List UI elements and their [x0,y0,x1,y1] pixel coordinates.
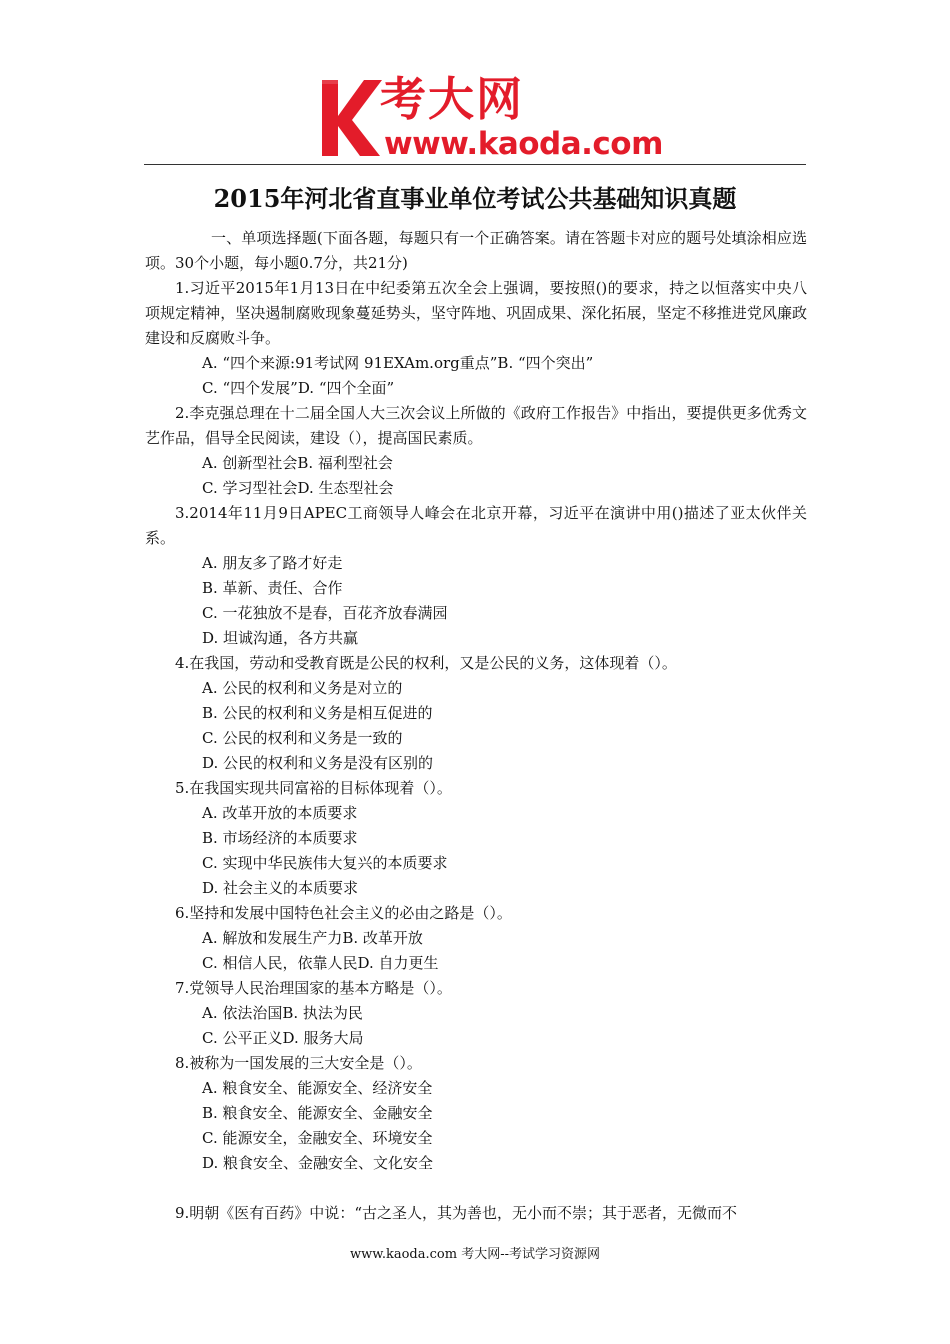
question-option: B. 公民的权利和义务是相互促进的 [202,704,433,722]
question [145,776,807,901]
k-logo-icon [318,72,388,158]
question [145,901,807,976]
logo-brand-text: 考大网 [380,72,524,126]
question-option: D. 公民的权利和义务是没有区别的 [202,754,434,772]
section-intro: 一、单项选择题(下面各题，每题只有一个正确答案。请在答题卡对应的题号处填涂相应选项。30个小题，每小题0.7分，共21分) [145,229,807,272]
question-option: A. 朋友多了路才好走 [202,554,343,572]
page-title: 2015年河北省直事业单位考试公共基础知识真题 [213,184,737,213]
question-stem: 3.2014年11月9日APEC工商领导人峰会在北京开幕，习近平在演讲中用()描述了亚太伙伴关系。 [145,504,807,547]
question-option: C. 学习型社会D. 生态型社会 [202,479,394,497]
question-stem: 2.李克强总理在十二届全国人大三次会议上所做的《政府工作报告》中指出，要提供更多优秀文艺作品，倡导全民阅读，建设（），提高国民素质。 [145,404,807,447]
question-option: C. 能源安全，金融安全、环境安全 [202,1129,433,1147]
question-option: C. “四个发展”D. “四个全面” [202,379,395,397]
question-option: D. 社会主义的本质要求 [202,879,359,897]
question-stem: 7.党领导人民治理国家的基本方略是（）。 [175,979,452,997]
page-footer[interactable]: www.kaoda.com 考大网--考试学习资源网 [350,1247,600,1262]
question [145,276,807,401]
spacer [145,1176,807,1201]
question-option: C. 一花独放不是春，百花齐放春满园 [202,604,448,622]
question-stem: 8.被称为一国发展的三大安全是（）。 [175,1054,422,1072]
question-option: C. 公平正义D. 服务大局 [202,1029,364,1047]
question-option: A. 依法治国B. 执法为民 [202,1004,363,1022]
question-stem: 5.在我国实现共同富裕的目标体现着（）。 [175,779,452,797]
question [145,976,807,1051]
question-option: C. 相信人民，依靠人民D. 自力更生 [202,954,439,972]
kaoda-logo[interactable] [318,72,663,162]
question-option: A. 创新型社会B. 福利型社会 [202,454,393,472]
question-option: A. 解放和发展生产力B. 改革开放 [202,929,423,947]
question-option: A. “四个来源:91考试网 91EXAm.org重点”B. “四个突出” [202,354,594,372]
question-option: A. 公民的权利和义务是对立的 [202,679,403,697]
question [145,651,807,776]
question-stem-partial: 9.明朝《医有百药》中说：“古之圣人，其为善也，无小而不崇；其于恶者，无微而不 [175,1204,737,1222]
header-divider [144,164,806,165]
question-option: A. 改革开放的本质要求 [202,804,358,822]
question [145,401,807,501]
question-option: C. 实现中华民族伟大复兴的本质要求 [202,854,448,872]
question-option: B. 粮食安全、能源安全、金融安全 [202,1104,433,1122]
question-option: B. 革新、责任、合作 [202,579,343,597]
logo-url-text: www.kaoda.com [384,126,663,162]
question-stem: 4.在我国，劳动和受教育既是公民的权利，又是公民的义务，这体现着（）。 [175,654,677,672]
question-option: D. 粮食安全、金融安全、文化安全 [202,1154,434,1172]
question-stem: 1.习近平2015年1月13日在中纪委第五次全会上强调，要按照()的要求，持之以恒落实中央八项规定精神，坚决遏制腐败现象蔓延势头，坚守阵地、巩固成果、深化拓展，坚定不移推进党风廉政建设和反腐败斗争。 [145,279,807,347]
question-option: D. 坦诚沟通，各方共赢 [202,629,359,647]
question-stem: 6.坚持和发展中国特色社会主义的必由之路是（）。 [175,904,512,922]
question [145,1051,807,1176]
question-option: A. 粮食安全、能源安全、经济安全 [202,1079,433,1097]
document-body [145,226,807,1226]
question [145,501,807,651]
question-option: B. 市场经济的本质要求 [202,829,358,847]
question-option: C. 公民的权利和义务是一致的 [202,729,403,747]
